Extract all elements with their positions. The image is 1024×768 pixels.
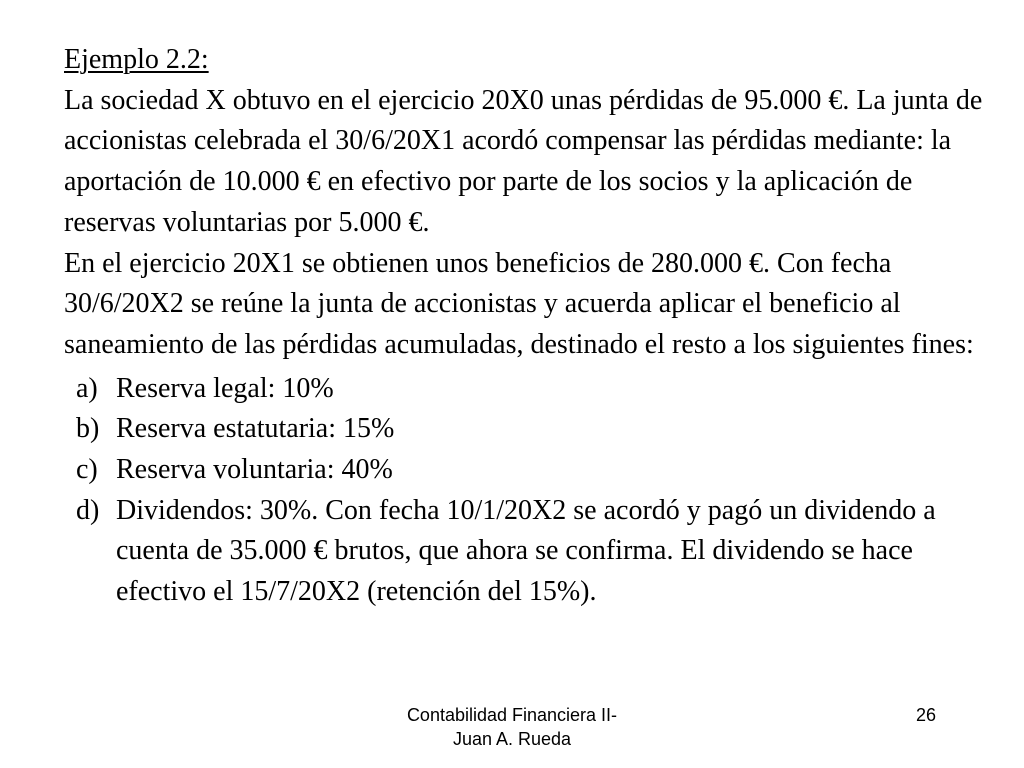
list-item-text: Reserva legal: 10% [116,372,334,404]
list-item-text: Reserva estatutaria: 15% [116,413,395,445]
list-item-legal-reserve [64,369,984,410]
list-item-text: Dividendos: 30%. Con fecha 10/1/20X2 se acordó y pagó un dividendo a cuenta de 35.000 € brutos, que ahora se confirma. El dividendo se hace efectivo el 15/7/20X2 (retención del 15%). [116,494,936,608]
paragraph-losses: La sociedad X obtuvo en el ejercicio 20X0 unas pérdidas de 95.000 €. La junta de accionistas celebrada el 30/6/20X1 acordó compensar las pérdidas mediante: la aportación de 10.000 € en efectivo por parte de los socios y la aplicación de reservas voluntarias por 5.000 €. [64,84,983,238]
list-item-statutory-reserve [64,409,984,450]
list-marker: b) [76,413,100,445]
footer-author-line: Juan A. Rueda [452,729,572,749]
list-marker: c) [76,454,98,486]
paragraph-profits: En el ejercicio 20X1 se obtienen unos beneficios de 280.000 €. Con fecha 30/6/20X2 se reúne la junta de accionistas y acuerda aplicar el beneficio al saneamiento de las pérdidas acumuladas, destinado el resto a los siguientes fines: [64,247,974,360]
page-number: 26 [915,705,936,725]
slide-title: Ejemplo 2.2: [64,44,209,75]
list-marker: d) [76,494,100,526]
list-item-voluntary-reserve [64,450,984,491]
slide-content [64,40,984,613]
allocation-list [64,369,984,613]
footer-course-author [352,703,672,751]
list-item-text: Reserva voluntaria: 40% [116,454,393,486]
footer-course-line: Contabilidad Financiera II- [406,705,618,725]
list-marker: a) [76,372,98,404]
list-item-dividends [64,491,984,613]
